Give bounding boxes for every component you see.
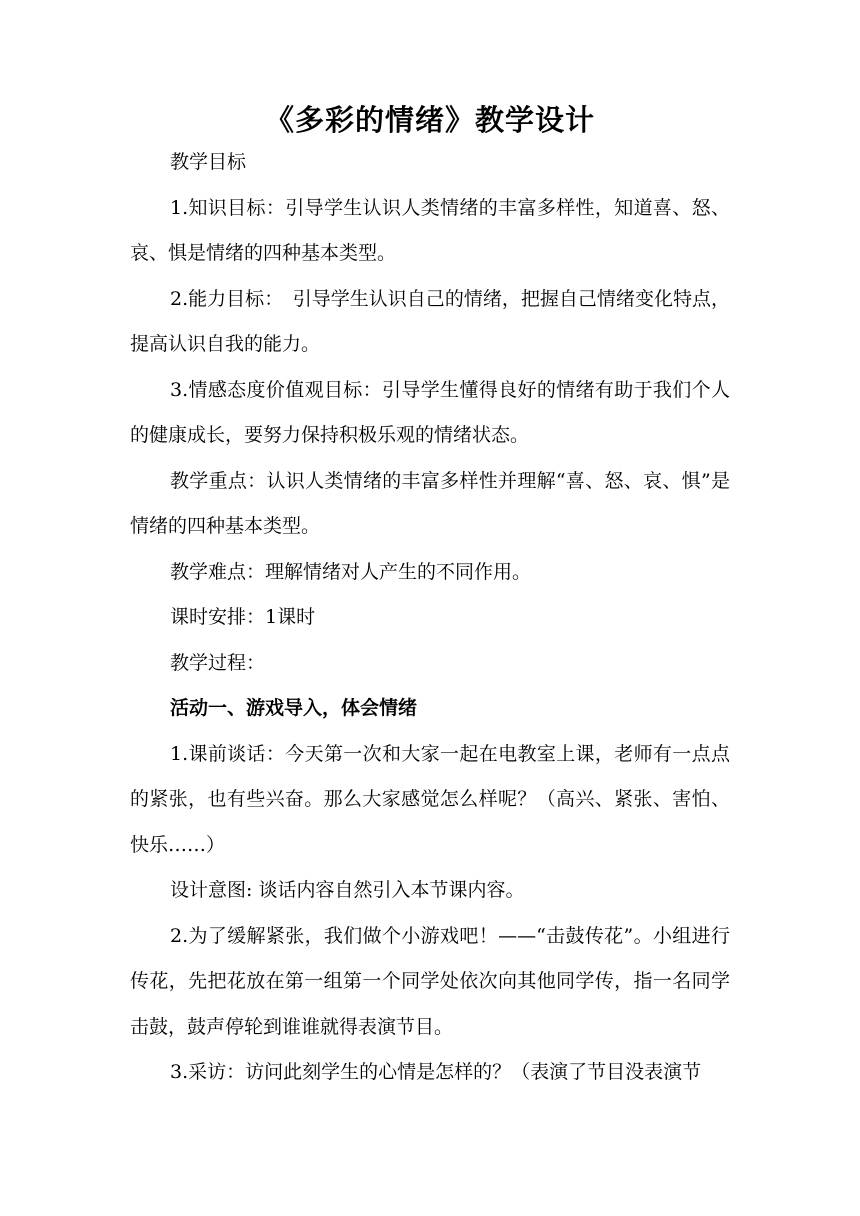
paragraph-difficulty: 教学难点：理解情绪对人产生的不同作用。: [170, 560, 532, 583]
paragraph-ability-goal: 2.能力目标： 引导学生认识自己的情绪，把握自己情绪变化特点，提高认识自我的能力。: [130, 287, 730, 355]
paragraph-interview: 3.采访：访问此刻学生的心情是怎样的？（表演了节目没表演节: [170, 1061, 702, 1083]
activity-one-heading: 活动一、游戏导入，体会情绪: [170, 697, 418, 719]
paragraph-attitude-goal: 3.情感态度价值观目标：引导学生懂得良好的情绪有助于我们个人的健康成长，要努力保持积极乐观的情绪状态。: [130, 378, 730, 446]
paragraph-pre-class-talk: 1.课前谈话：今天第一次和大家一起在电教室上课，老师有一点点的紧张，也有些兴奋。那么大家感觉怎么样呢？（高兴、紧张、害怕、快乐……）: [130, 742, 730, 856]
paragraph-process-heading: 教学过程：: [170, 651, 266, 674]
paragraph-knowledge-goal: 1.知识目标：引导学生认识人类情绪的丰富多样性，知道喜、怒、哀、惧是情绪的四种基本类型。: [130, 196, 730, 264]
paragraph-schedule: 课时安排：1课时: [170, 606, 316, 628]
document-title: 《多彩的情绪》教学设计: [264, 103, 595, 137]
document-body: [130, 140, 730, 1096]
paragraph-design-intent: 设计意图: 谈话内容自然引入本节课内容。: [170, 879, 525, 901]
paragraph-game: 2.为了缓解紧张，我们做个小游戏吧！——“击鼓传花”。小组进行传花，先把花放在第一组第一个同学处依次向其他同学传，指一名同学击鼓，鼓声停轮到谁谁就得表演节目。: [130, 924, 730, 1038]
paragraph-objectives-heading: 教学目标: [170, 151, 247, 173]
paragraph-key-point: 教学重点：认识人类情绪的丰富多样性并理解“喜、怒、哀、惧”是情绪的四种基本类型。: [130, 469, 730, 537]
